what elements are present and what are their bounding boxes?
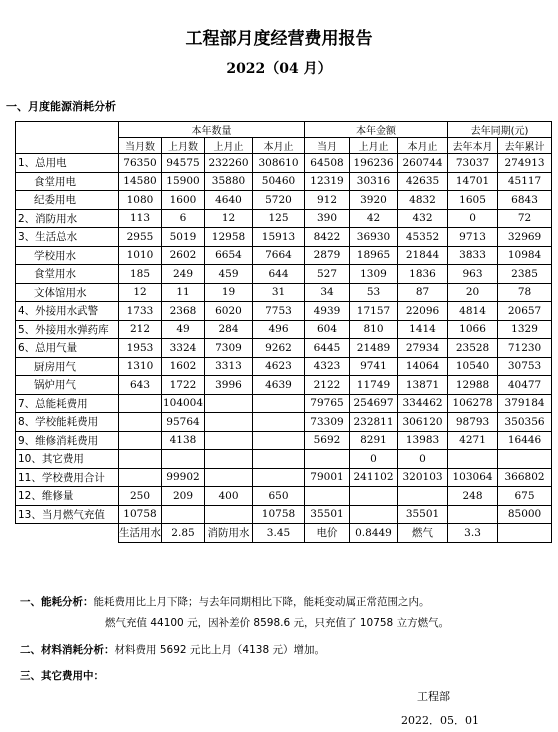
table-cell: 53: [350, 283, 398, 302]
price-elec: 0.8449: [350, 524, 398, 543]
table-cell: 196236: [350, 154, 398, 173]
row-label: 食堂用电: [16, 172, 119, 191]
row-label: 锅炉用气: [16, 376, 119, 395]
row-label: 12、维修量: [16, 487, 119, 506]
table-cell: [205, 468, 253, 487]
table-cell: [119, 431, 162, 450]
table-cell: 1309: [350, 265, 398, 284]
header-col: 当月: [305, 138, 350, 154]
table-cell: 1066: [448, 320, 498, 339]
header-col: 上月止: [350, 138, 398, 154]
table-cell: 1722: [162, 376, 205, 395]
table-cell: 16446: [498, 431, 552, 450]
table-row: [16, 154, 552, 173]
table-cell: 4832: [398, 191, 448, 210]
table-cell: 11: [162, 283, 205, 302]
header-quantity-group: 本年数量: [119, 122, 305, 138]
table-cell: 12: [119, 283, 162, 302]
table-row: [16, 302, 552, 321]
table-cell: 1733: [119, 302, 162, 321]
table-cell: 2602: [162, 246, 205, 265]
table-cell: 1414: [398, 320, 448, 339]
row-label: 10、其它费用: [16, 450, 119, 469]
table-row: [16, 376, 552, 395]
table-cell: 6654: [205, 246, 253, 265]
table-cell: 0: [398, 450, 448, 469]
note-material: [20, 642, 325, 657]
table-cell: 17157: [350, 302, 398, 321]
table-cell: 260744: [398, 154, 448, 173]
table-cell: 185: [119, 265, 162, 284]
row-label: 1、总用电: [16, 154, 119, 173]
table-cell: 8422: [305, 228, 350, 247]
table-cell: 912: [305, 191, 350, 210]
report-period: 2022（04 月）: [226, 61, 332, 77]
table-cell: 241102: [350, 468, 398, 487]
table-cell: 8291: [350, 431, 398, 450]
table-cell: [205, 431, 253, 450]
note-energy-text: 能耗费用比上月下降；与去年同期相比下降，能耗变动属正常范围之内。: [93, 596, 430, 608]
table-cell: 22096: [398, 302, 448, 321]
header-col: 去年本月: [448, 138, 498, 154]
table-cell: 95764: [162, 413, 205, 432]
price-row: [16, 524, 552, 543]
row-label: 4、外接用水武警: [16, 302, 119, 321]
table-cell: 0: [350, 450, 398, 469]
table-cell: 1010: [119, 246, 162, 265]
table-cell: 34: [305, 283, 350, 302]
table-cell: 2955: [119, 228, 162, 247]
table-cell: 4939: [305, 302, 350, 321]
table-cell: 73037: [448, 154, 498, 173]
row-label: 食堂用水: [16, 265, 119, 284]
table-row: [16, 172, 552, 191]
table-cell: 963: [448, 265, 498, 284]
note-other: [20, 668, 104, 683]
table-cell: 73309: [305, 413, 350, 432]
note-material-label: 二、材料消耗分析：: [20, 644, 115, 656]
table-cell: 4639: [253, 376, 305, 395]
table-cell: 21489: [350, 339, 398, 358]
table-cell: 3920: [350, 191, 398, 210]
table-cell: 35501: [305, 505, 350, 524]
table-cell: 10758: [119, 505, 162, 524]
note-other-label: 三、其它费用中：: [20, 670, 104, 682]
table-cell: 2122: [305, 376, 350, 395]
table-cell: [350, 505, 398, 524]
table-cell: 50460: [253, 172, 305, 191]
table-cell: 113: [119, 209, 162, 228]
header-lastyear-group: 去年同期(元): [448, 122, 552, 138]
row-label: 5、外接用水弹药库: [16, 320, 119, 339]
row-label: 11、学校费用合计: [16, 468, 119, 487]
table-cell: 2385: [498, 265, 552, 284]
table-cell: 49: [162, 320, 205, 339]
table-cell: 6445: [305, 339, 350, 358]
row-label: 学校用水: [16, 246, 119, 265]
table-cell: [162, 505, 205, 524]
table-cell: 18965: [350, 246, 398, 265]
price-gas: 3.3: [448, 524, 498, 543]
row-label: 文体馆用水: [16, 283, 119, 302]
table-cell: 1329: [498, 320, 552, 339]
table-row: [16, 265, 552, 284]
table-cell: 19: [205, 283, 253, 302]
header-col: 本月止: [398, 138, 448, 154]
table-cell: 0: [448, 209, 498, 228]
table-cell: [119, 413, 162, 432]
table-row: [16, 209, 552, 228]
table-row: [16, 413, 552, 432]
row-label: 7、总能耗费用: [16, 394, 119, 413]
table-cell: [119, 394, 162, 413]
header-col: 上月止: [205, 138, 253, 154]
table-cell: 72: [498, 209, 552, 228]
table-cell: 527: [305, 265, 350, 284]
table-row: [16, 357, 552, 376]
table-cell: 6020: [205, 302, 253, 321]
table-cell: 14701: [448, 172, 498, 191]
table-cell: 350356: [498, 413, 552, 432]
table-cell: 64508: [305, 154, 350, 173]
table-cell: 4138: [162, 431, 205, 450]
table-cell: 35880: [205, 172, 253, 191]
table-cell: [205, 505, 253, 524]
table-cell: [119, 468, 162, 487]
table-cell: 320103: [398, 468, 448, 487]
row-label: 6、总用气量: [16, 339, 119, 358]
table-cell: 644: [253, 265, 305, 284]
header-col: 上月数: [162, 138, 205, 154]
table-cell: 7753: [253, 302, 305, 321]
price-row-end: [498, 524, 552, 543]
table-cell: 6: [162, 209, 205, 228]
report-title: 工程部月度经营费用报告: [185, 29, 373, 49]
table-cell: 209: [162, 487, 205, 506]
row-label: 厨房用气: [16, 357, 119, 376]
row-label: 纪委用电: [16, 191, 119, 210]
table-cell: 9713: [448, 228, 498, 247]
table-cell: [162, 450, 205, 469]
table-cell: 20: [448, 283, 498, 302]
table-cell: 98793: [448, 413, 498, 432]
table-cell: 2879: [305, 246, 350, 265]
table-cell: 3833: [448, 246, 498, 265]
table-row: [16, 468, 552, 487]
table-cell: 1310: [119, 357, 162, 376]
header-col: 去年累计: [498, 138, 552, 154]
table-cell: 212: [119, 320, 162, 339]
table-cell: [253, 394, 305, 413]
table-cell: 10758: [253, 505, 305, 524]
table-cell: 35501: [398, 505, 448, 524]
table-row: [16, 339, 552, 358]
row-label: 2、消防用水: [16, 209, 119, 228]
table-cell: [448, 450, 498, 469]
table-cell: 9741: [350, 357, 398, 376]
energy-table: [15, 121, 552, 543]
table-cell: 643: [119, 376, 162, 395]
table-row: [16, 487, 552, 506]
table-cell: 11749: [350, 376, 398, 395]
price-gas-label: 燃气: [398, 524, 448, 543]
table-cell: 1602: [162, 357, 205, 376]
table-cell: 125: [253, 209, 305, 228]
table-cell: 2368: [162, 302, 205, 321]
table-cell: [205, 450, 253, 469]
table-cell: 3996: [205, 376, 253, 395]
table-cell: 13983: [398, 431, 448, 450]
table-cell: 366802: [498, 468, 552, 487]
table-cell: 79001: [305, 468, 350, 487]
table-row: [16, 431, 552, 450]
table-cell: [305, 487, 350, 506]
note-energy: [20, 594, 430, 609]
table-row: [16, 191, 552, 210]
table-cell: 42: [350, 209, 398, 228]
table-row: [16, 394, 552, 413]
table-cell: 284: [205, 320, 253, 339]
table-cell: 400: [205, 487, 253, 506]
note-energy-label: 一、能耗分析：: [20, 596, 94, 608]
table-cell: 40477: [498, 376, 552, 395]
table-cell: 12: [205, 209, 253, 228]
table-cell: 15913: [253, 228, 305, 247]
table-cell: 248: [448, 487, 498, 506]
table-cell: 7664: [253, 246, 305, 265]
table-row: [16, 228, 552, 247]
table-cell: 334462: [398, 394, 448, 413]
table-cell: 390: [305, 209, 350, 228]
table-cell: 99902: [162, 468, 205, 487]
table-cell: 9262: [253, 339, 305, 358]
table-cell: 79765: [305, 394, 350, 413]
table-cell: 7309: [205, 339, 253, 358]
header-blank: [16, 122, 119, 154]
table-cell: 85000: [498, 505, 552, 524]
table-cell: 1605: [448, 191, 498, 210]
table-cell: [305, 450, 350, 469]
table-cell: 4271: [448, 431, 498, 450]
table-cell: 232260: [205, 154, 253, 173]
table-cell: 4640: [205, 191, 253, 210]
table-cell: 1836: [398, 265, 448, 284]
table-cell: 306120: [398, 413, 448, 432]
note-material-text: 材料费用 5692 元比上月（4138 元）增加。: [114, 644, 325, 656]
table-cell: [205, 394, 253, 413]
table-cell: 78: [498, 283, 552, 302]
table-row: [16, 450, 552, 469]
table-cell: 10984: [498, 246, 552, 265]
table-cell: 249: [162, 265, 205, 284]
signature-dept: 工程部: [417, 690, 450, 703]
table-row: [16, 320, 552, 339]
table-cell: 45117: [498, 172, 552, 191]
signature-date: 2022．05．01: [401, 714, 479, 727]
table-row: [16, 505, 552, 524]
table-cell: 1953: [119, 339, 162, 358]
table-cell: 15900: [162, 172, 205, 191]
table-cell: 106278: [448, 394, 498, 413]
price-fire-label: 消防用水: [205, 524, 253, 543]
table-cell: 232811: [350, 413, 398, 432]
table-cell: 45352: [398, 228, 448, 247]
table-cell: [205, 413, 253, 432]
table-cell: [498, 450, 552, 469]
table-cell: [398, 487, 448, 506]
price-water-label: 生活用水: [119, 524, 162, 543]
table-cell: 3324: [162, 339, 205, 358]
table-cell: 432: [398, 209, 448, 228]
table-cell: 103064: [448, 468, 498, 487]
table-cell: 308610: [253, 154, 305, 173]
table-row: [16, 246, 552, 265]
table-cell: 5692: [305, 431, 350, 450]
table-cell: 13871: [398, 376, 448, 395]
table-cell: 5720: [253, 191, 305, 210]
table-cell: 3313: [205, 357, 253, 376]
table-cell: [253, 450, 305, 469]
note-energy-line2: 燃气充值 44100 元，因补差价 8598.6 元，只充值了 10758 立方燃气。: [105, 617, 450, 629]
table-cell: 14580: [119, 172, 162, 191]
section-energy-heading: 一、月度能源消耗分析: [6, 100, 116, 113]
table-cell: [119, 450, 162, 469]
table-cell: 20657: [498, 302, 552, 321]
table-cell: 604: [305, 320, 350, 339]
table-cell: [350, 487, 398, 506]
table-cell: 650: [253, 487, 305, 506]
table-cell: 1600: [162, 191, 205, 210]
table-cell: 6843: [498, 191, 552, 210]
table-cell: [448, 505, 498, 524]
table-cell: 87: [398, 283, 448, 302]
table-cell: 76350: [119, 154, 162, 173]
table-cell: 23528: [448, 339, 498, 358]
row-label: 3、生活总水: [16, 228, 119, 247]
table-cell: 5019: [162, 228, 205, 247]
table-cell: 27934: [398, 339, 448, 358]
price-fire: 3.45: [253, 524, 305, 543]
table-cell: 12958: [205, 228, 253, 247]
table-cell: 32969: [498, 228, 552, 247]
table-cell: 104004: [162, 394, 205, 413]
price-water: 2.85: [162, 524, 205, 543]
header-amount-group: 本年金额: [305, 122, 448, 138]
table-cell: 21844: [398, 246, 448, 265]
table-cell: 30316: [350, 172, 398, 191]
table-cell: 94575: [162, 154, 205, 173]
table-cell: 4814: [448, 302, 498, 321]
row-label: 8、学校能耗费用: [16, 413, 119, 432]
table-cell: 4623: [253, 357, 305, 376]
table-cell: 30753: [498, 357, 552, 376]
table-cell: [253, 468, 305, 487]
table-cell: [253, 431, 305, 450]
table-cell: 10540: [448, 357, 498, 376]
table-cell: 12988: [448, 376, 498, 395]
table-cell: 31: [253, 283, 305, 302]
header-col: 当月数: [119, 138, 162, 154]
table-cell: 675: [498, 487, 552, 506]
price-row-blank: [16, 524, 119, 543]
row-label: 9、维修消耗费用: [16, 431, 119, 450]
row-label: 13、当月燃气充值: [16, 505, 119, 524]
table-cell: [253, 413, 305, 432]
price-elec-label: 电价: [305, 524, 350, 543]
table-cell: 254697: [350, 394, 398, 413]
table-cell: 459: [205, 265, 253, 284]
table-cell: 1080: [119, 191, 162, 210]
table-cell: 274913: [498, 154, 552, 173]
header-col: 本月止: [253, 138, 305, 154]
table-cell: 379184: [498, 394, 552, 413]
table-row: [16, 283, 552, 302]
table-cell: 42635: [398, 172, 448, 191]
table-cell: 36930: [350, 228, 398, 247]
table-cell: 810: [350, 320, 398, 339]
table-cell: 71230: [498, 339, 552, 358]
table-cell: 250: [119, 487, 162, 506]
table-cell: 4323: [305, 357, 350, 376]
table-cell: 12319: [305, 172, 350, 191]
table-cell: 496: [253, 320, 305, 339]
table-cell: 14064: [398, 357, 448, 376]
